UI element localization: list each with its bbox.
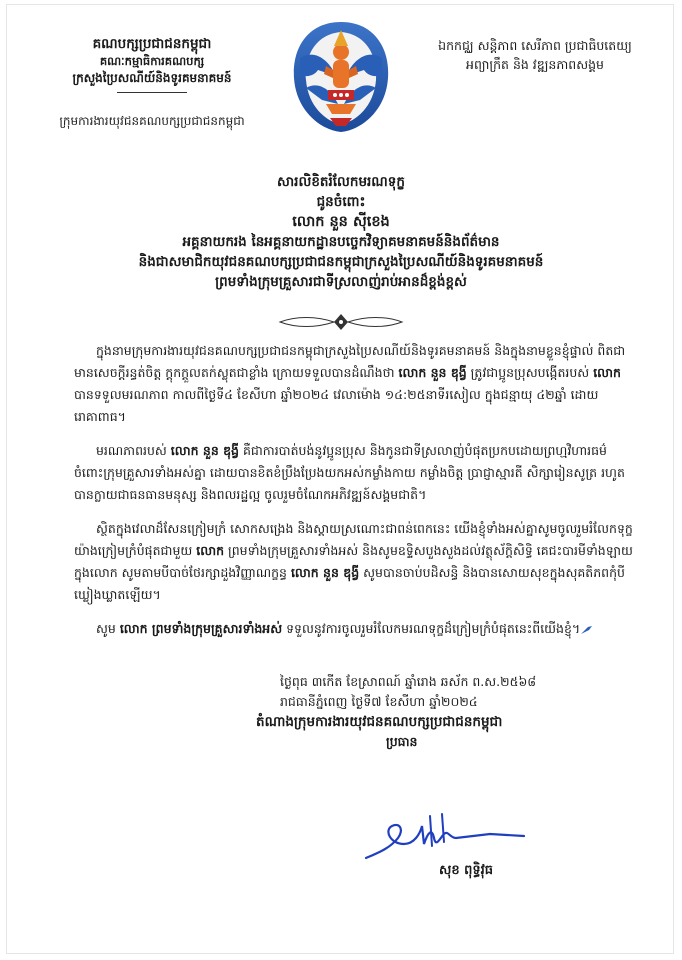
recipient-family: ព្រមទាំងក្រុមគ្រួសារជាទីស្រលាញ់រាប់អានដ៏ខ្ពង់ខ្ពស់ xyxy=(215,274,467,290)
recipient-name: លោក នួន ស៊ីខេង xyxy=(292,214,390,230)
party-logo-icon xyxy=(286,18,396,136)
signer-name: សុខ ពុទ្ធិវុធ xyxy=(438,863,494,878)
ornament-divider-icon xyxy=(276,312,406,332)
paragraph-3: ស្ថិតក្នុងវេលាដ៏សែនក្រៀមក្រំ សោកសង្រេង និងស្តាយស្រណោះជាពន់ពេកនេះ យើងខ្ញុំទាំងអស់គ្នាសូមចូលរួមរំលែកទុក្ខ យ៉ាងក្រៀមក្រំបំផុតជាមួយ លោក ព្រមទាំងក្រុមគ្រួសារទាំងអស់ និងសូមឧទ្ទិសបួងសួងដល់វត្ថុស័ក្តិសិទ្ធិ គេជះបារមីទាំងឡាយក្នុងលោក សូមតាមបីបាច់ថែរក្សាដួងវិញ្ញាណក្ខន្ធ លោក នួន ឌុង្វី សូមបានចាប់បដិសន្ធិ និងបានសោយសុខក្នុងសុគតិភពកុំបីឃ្លៀងឃ្លាតឡើយ។ xyxy=(74,521,633,602)
letter-addressed-to: ជូនចំពោះ xyxy=(316,194,366,210)
deceased-name: លោក នួន ឌុង្វី xyxy=(290,565,360,580)
deceased-name: លោក នួន ឌុង្វី xyxy=(398,365,467,380)
header-left-party: គណបក្សប្រជាជនកម្ពុជា xyxy=(92,36,212,52)
on-behalf-of: តំណាងក្រុមការងារយុវជនគណបក្សប្រជាជនកម្ពុជា xyxy=(256,714,503,730)
solar-date: រាជធានីភ្នំពេញ ថ្ងៃទី៧ ខែសីហា ឆ្នាំ២០២៤ xyxy=(280,694,478,709)
paragraph-1: ក្នុងនាមក្រុមការងារយុវជនគណបក្សប្រជាជនកម្ពុជាក្រសួងប្រៃសណីយ៍និងទូរគមនាគមន៍ និងក្នុងនាមខ្លួនខ្ញុំផ្ទាល់ ពិតជាមានសេចក្តីរន្ធត់ចិត្ត ក្តុកក្តួលតក់ស្លុតជាខ្លាំង ក្រោយទទួលបានដំណឹងថា លោក នួន ឌុង្វី ត្រូវជាប្អូនប្រុសបង្កើតរបស់ លោក បានទទួលមរណភាព កាលពីថ្ងៃទី៤ ខែសីហា ឆ្នាំ២០២៤ វេលាម៉ោង ១៤:២៥នាទីរសៀល ក្នុងជន្មាយុ ៤២ឆ្នាំ ដោយរោគាពាធ។ xyxy=(74,343,626,424)
recipient-ref: លោក xyxy=(196,543,225,558)
recipient-family-ref: លោក ព្រមទាំងក្រុមគ្រួសារទាំងអស់ xyxy=(119,621,283,636)
letter-body xyxy=(74,340,634,652)
recipient-ref: លោក xyxy=(593,365,621,380)
deceased-name: លោក នួន ឌុង្វី xyxy=(170,443,239,458)
header-left-youth-group: ក្រុមការងារយុវជនគណបក្សប្រជាជនកម្ពុជា xyxy=(59,114,245,128)
recipient-membership: និងជាសមាជិកយុវជនគណបក្សប្រជាជនកម្ពុជាក្រសួងប្រៃសណីយ៍និងទូរគមនាគមន៍ xyxy=(138,254,544,270)
header-left-committee: គណៈកម្មាធិការគណបក្ស xyxy=(99,54,205,68)
header-left-ministry: ក្រសួងប្រៃសណីយ៍និងទូរគមនាគមន៍ xyxy=(72,71,232,85)
national-motto-line2: អព្យាក្រឹត និង វឌ្ឍនភាពសង្គម xyxy=(466,57,604,72)
signature-icon xyxy=(360,808,530,868)
national-motto-line1: ឯកកជ្ឈ សន្តិភាព សេរីភាព ប្រជាធិបតេយ្យ xyxy=(438,38,632,53)
paragraph-4: សូម លោក ព្រមទាំងក្រុមគ្រួសារទាំងអស់ ទទួលនូវការចូលរួមរំលែកមរណទុក្ខដ៏ក្រៀមក្រំបំផុតនេះពីយើងខ្ញុំ។ xyxy=(74,618,634,640)
header-left xyxy=(22,36,282,130)
paragraph-2: មរណភាពរបស់ លោក នួន ឌុង្វី គឺជាការបាត់បង់នូវប្អូនប្រុស និងកូនជាទីស្រលាញ់បំផុតប្រកបដោយព្រហ្មវិហារធម៌ ចំពោះក្រុមគ្រួសារទាំងអស់គ្នា ដោយបានខិតខំប្រឹងប្រែងយកអស់កម្លាំងកាយ កម្លាំងចិត្ត ប្រាជ្ញាស្មារតី សិក្សារៀនសូត្រ រហូតបានក្លាយជាធនធានមនុស្ស និងពលរដ្ឋល្អ ចូលរួមចំណែកអភិវឌ្ឍន៍សង្គមជាតិ។ xyxy=(74,443,625,502)
signer-position: ប្រធាន xyxy=(386,734,418,749)
pen-mark-icon xyxy=(580,625,594,635)
header-right xyxy=(410,36,660,74)
header-left-divider xyxy=(117,92,187,93)
letter-titles xyxy=(30,172,652,292)
recipient-position: អគ្គនាយករង នៃអគ្គនាយកដ្ឋានបច្ចេកវិទ្យាគមនាគមន៍និងព័ត៌មាន xyxy=(182,234,500,250)
date-block xyxy=(256,672,656,752)
lunar-date: ថ្ងៃពុធ ៣កើត ខែស្រាពណ៍ ឆ្នាំរោង ឆស័ក ព.ស.២៥៦៨ xyxy=(280,674,537,689)
letter-title: សារលិខិតរំលែកមរណទុក្ខ xyxy=(277,174,405,190)
